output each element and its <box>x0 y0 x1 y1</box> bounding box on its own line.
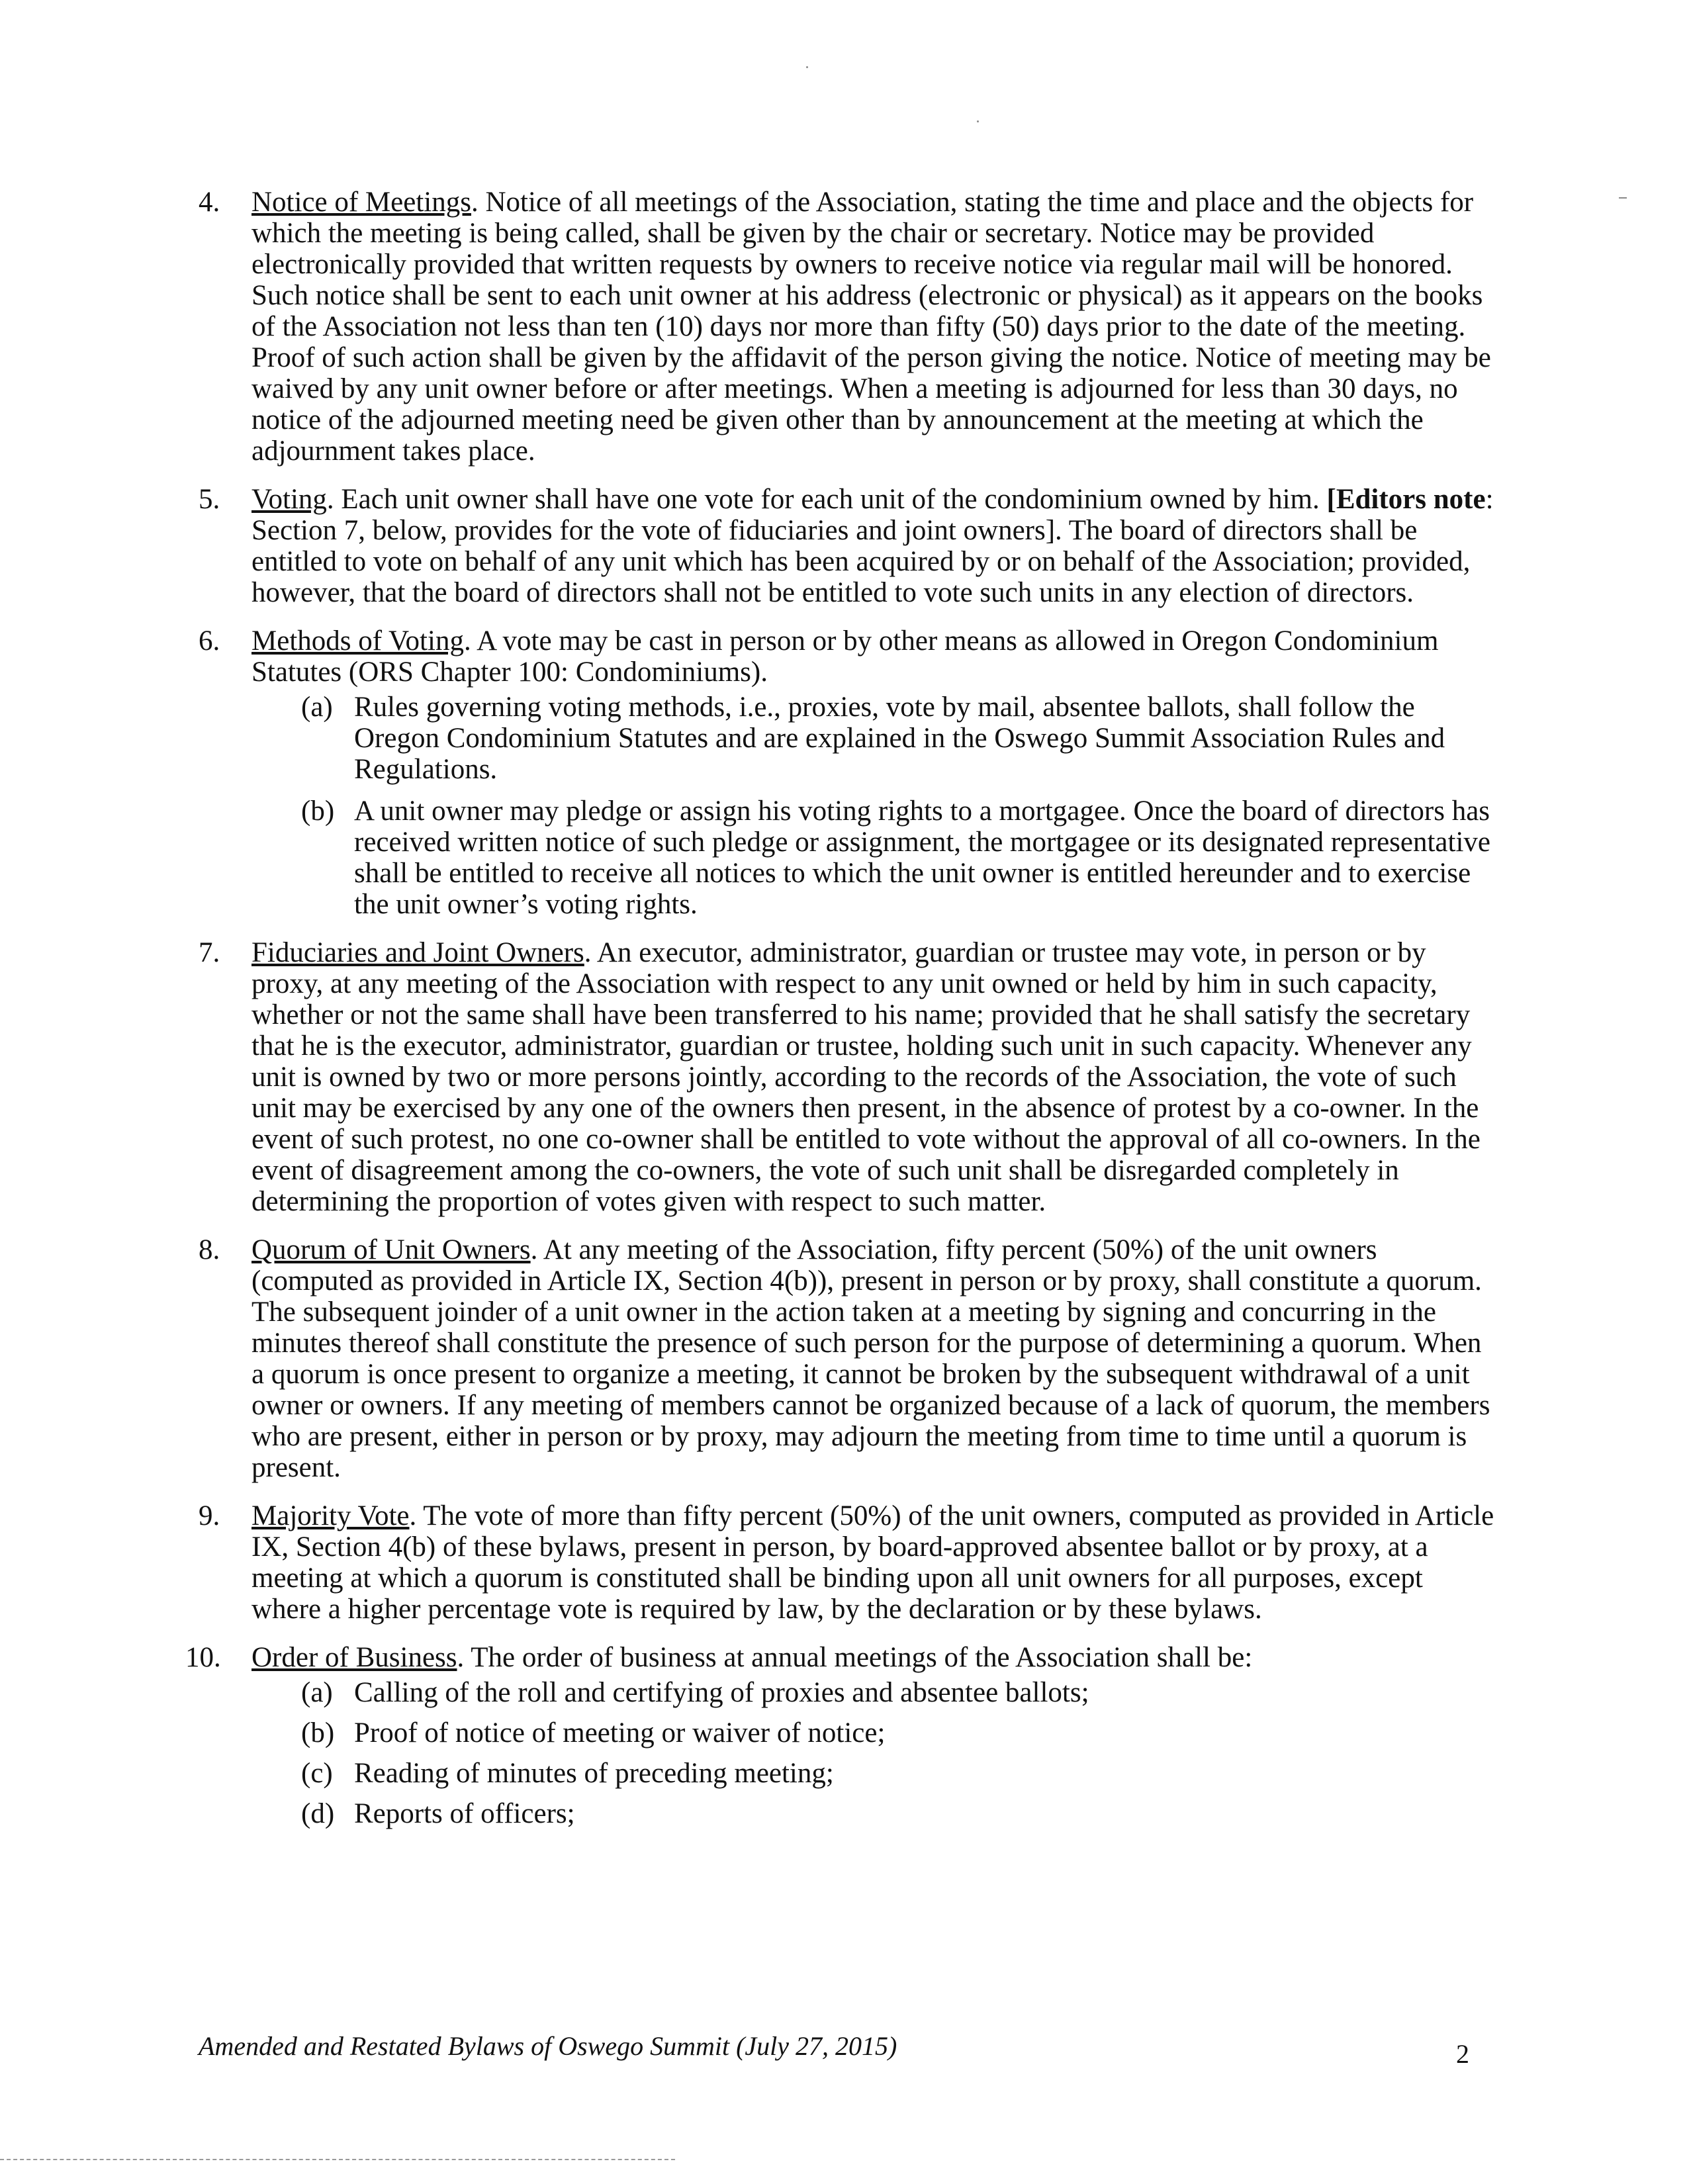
subsection-item <box>301 1798 1496 1829</box>
section-number: 6. <box>199 625 220 657</box>
section-fiduciaries-and-joint-owners <box>199 937 1496 1217</box>
scan-speck <box>806 66 808 68</box>
section-methods-of-voting <box>199 625 1496 920</box>
subsection-item <box>301 692 1496 785</box>
subsection-text: Reading of minutes of preceding meeting; <box>354 1758 834 1789</box>
document-body <box>185 187 1496 1846</box>
subsection-item <box>301 1717 1496 1749</box>
subsection-list <box>251 1677 1496 1829</box>
scan-speck <box>1619 197 1627 199</box>
section-heading: Quorum of Unit Owners <box>251 1234 531 1265</box>
editors-note-label: [Editors note <box>1326 484 1486 515</box>
section-heading: Fiduciaries and Joint Owners <box>251 937 584 968</box>
subsection-letter: (c) <box>301 1758 333 1789</box>
section-number: 4. <box>199 187 220 218</box>
section-number: 8. <box>199 1234 220 1265</box>
subsection-letter: (d) <box>301 1798 335 1829</box>
subsection-letter: (a) <box>301 1677 333 1708</box>
subsection-item <box>301 1758 1496 1789</box>
section-text: . Each unit owner shall have one vote for each unit of the condominium owned by him. <box>326 484 1320 515</box>
section-text: . An executor, administrator, guardian or trustee may vote, in person or by proxy, at any meeting of the Association with respect to any unit owned or held by him in such capacity, whether or not the same shall have been transferred to his name; provided that he shall satisfy the secretary that he is the executor, administrator, guardian or trustee, holding such unit in such capacity. Whenever any unit is owned by two or more persons jointly, according to the records of the Association, the vote of such unit may be exercised by any one of the owners then present, in the absence of protest by a co-owner. In the event of such protest, no one co-owner shall be entitled to vote without the approval of all co-owners. In the event of disagreement among the co-owners, the vote of such unit shall be disregarded completely in determining the proportion of votes given with respect to such matter. <box>251 937 1481 1217</box>
page-number: 2 <box>1456 2039 1469 2069</box>
subsection-text: Reports of officers; <box>354 1798 575 1829</box>
section-heading: Notice of Meetings <box>251 187 471 218</box>
section-majority-vote <box>199 1500 1496 1625</box>
section-number: 5. <box>199 484 220 515</box>
section-number: 10. <box>185 1642 221 1673</box>
section-heading: Methods of Voting <box>251 625 464 657</box>
subsection-text: Proof of notice of meeting or waiver of notice; <box>354 1717 886 1749</box>
subsection-item <box>301 1677 1496 1708</box>
section-text: . At any meeting of the Association, fifty percent (50%) of the unit owners (computed as provided in Article IX, Section 4(b)), present in person or by proxy, shall constitute a quorum. The subsequent joinder of a unit owner in the action taken at a meeting by signing and concurring in the minutes thereof shall constitute the presence of such person for the purpose of determining a quorum. When a quorum is once present to organize a meeting, it cannot be broken by the subsequent withdrawal of a unit owner or owners. If any meeting of members cannot be organized because of a lack of quorum, the members who are present, either in person or by proxy, may adjourn the meeting from time to time until a quorum is present. <box>251 1234 1490 1483</box>
section-quorum-of-unit-owners <box>199 1234 1496 1483</box>
subsection-letter: (b) <box>301 1717 335 1749</box>
section-text: . Notice of all meetings of the Association, stating the time and place and the objects for which the meeting is being called, shall be given by the chair or secretary. Notice may be provided electronically provided that written requests by owners to receive notice via regular mail will be honored. Such notice shall be sent to each unit owner at his address (electronic or physical) as it appears on the books of the Association not less than ten (10) days nor more than fifty (50) days prior to the date of the meeting. Proof of such action shall be given by the affidavit of the person giving the notice. Notice of meeting may be waived by any unit owner before or after meetings. When a meeting is adjourned for less than 30 days, no notice of the adjourned meeting need be given other than by announcement at the meeting at which the adjournment takes place. <box>251 187 1491 467</box>
section-number: 7. <box>199 937 220 968</box>
subsection-text: A unit owner may pledge or assign his voting rights to a mortgagee. Once the board of directors has received written notice of such pledge or assignment, the mortgagee or its designated representative shall be entitled to receive all notices to which the unit owner is entitled hereunder and to exercise the unit owner’s voting rights. <box>354 796 1490 920</box>
scan-speck <box>977 120 979 122</box>
subsection-item <box>301 796 1496 920</box>
section-text: . The order of business at annual meetings of the Association shall be: <box>457 1642 1253 1673</box>
scan-edge-line <box>0 2159 675 2160</box>
section-heading: Voting <box>251 484 327 515</box>
subsection-text: Calling of the roll and certifying of proxies and absentee ballots; <box>354 1677 1089 1708</box>
subsection-letter: (a) <box>301 692 333 723</box>
section-text: . The vote of more than fifty percent (50%) of the unit owners, computed as provided in Article IX, Section 4(b) of these bylaws, present in person, by board-approved absentee ballot or by proxy, at a meeting at which a quorum is constituted shall be binding upon all unit owners for all purposes, except where a higher percentage vote is required by law, by the declaration or by these bylaws. <box>251 1500 1494 1625</box>
section-voting <box>199 484 1496 608</box>
subsection-letter: (b) <box>301 796 335 827</box>
section-order-of-business <box>185 1642 1496 1829</box>
section-text: . A vote may be cast in person or by other means as allowed in Oregon Condominium Statutes (ORS Chapter 100: Condominiums). <box>251 625 1439 688</box>
section-heading: Majority Vote <box>251 1500 410 1531</box>
editors-note-text: : Section 7, below, provides for the vote of fiduciaries and joint owners]. The board of directors shall be entitled to vote on behalf of any unit which has been acquired by or on behalf of the Association; provided, however, that the board of directors shall not be entitled to vote such units in any election of directors. <box>251 484 1494 608</box>
section-notice-of-meetings <box>199 187 1496 467</box>
subsection-list <box>251 692 1496 920</box>
section-number: 9. <box>199 1500 220 1531</box>
footer-document-title: Amended and Restated Bylaws of Oswego Summit (July 27, 2015) <box>199 2031 897 2061</box>
subsection-text: Rules governing voting methods, i.e., proxies, vote by mail, absentee ballots, shall follow the Oregon Condominium Statutes and are explained in the Oswego Summit Association Rules and Regulations. <box>354 692 1445 785</box>
section-heading: Order of Business <box>251 1642 457 1673</box>
